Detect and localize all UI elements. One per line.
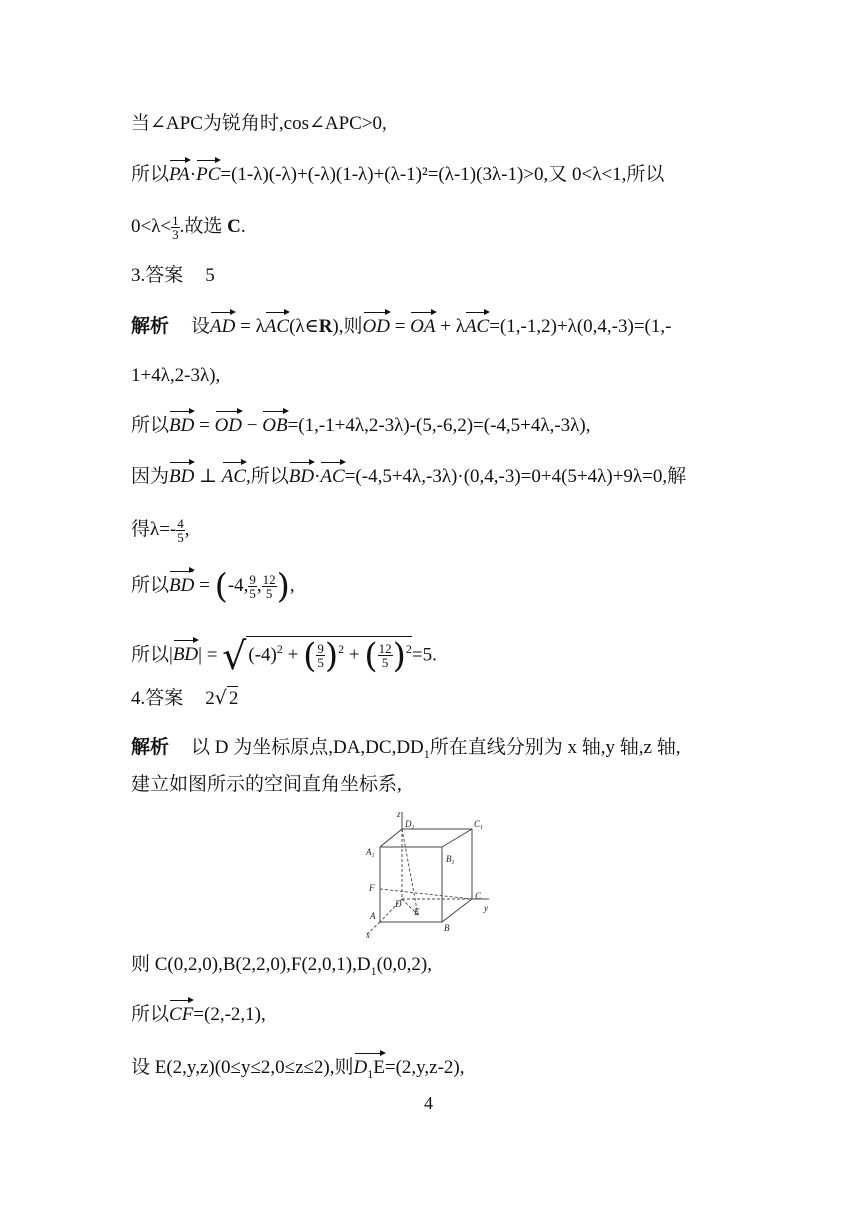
- text-line: 所以BD = (-4, $\frac{9}{5}$ , $\frac{12}{5}$ ),: [131, 566, 295, 607]
- text-line: 建立如图所示的空间直角坐标系,: [131, 774, 402, 795]
- text-line: 所以BD = OD − OB=(1,-1+4λ,2-3λ)-(5,-6,2)=(-4,5+4λ,-3λ),: [131, 415, 591, 436]
- label-d1: $D_1$: [405, 819, 415, 831]
- answer-heading: 4.答案 2√ 2: [131, 687, 239, 709]
- analysis-label: 解析: [131, 737, 170, 758]
- label-a1: $A_1$: [366, 847, 375, 859]
- label-a: A: [370, 911, 376, 921]
- text-line: 所以|BD| = √ $(-4)^2$ + ( $\frac{9}{5}$ )$^2$ + ( $\frac{12}{5}$ )$^2$=5.: [131, 633, 437, 678]
- cube-figure: [362, 807, 512, 942]
- label-y: y: [484, 903, 488, 913]
- label-x: x: [366, 930, 370, 940]
- fraction: $\frac{1}{3}$: [172, 213, 179, 242]
- vector-pc: PC: [196, 164, 221, 185]
- text-line: 1+4λ,2-3λ),: [131, 365, 221, 386]
- text-line: 当∠APC为锐角时,cos∠APC>0,: [131, 113, 387, 134]
- answer-heading: 3.答案 5: [131, 265, 215, 286]
- label-b: B: [444, 923, 450, 933]
- text-line: 因为BD ⊥ AC,所以BD·AC=(-4,5+4λ,-3λ)·(0,4,-3)=0+4(5+4λ)+9λ=0,解: [131, 466, 687, 487]
- analysis-line: 解析 设AD = λAC(λ∈R),则OD = OA + λAC=(1,-1,2)+λ(0,4,-3)=(1,-: [131, 316, 672, 337]
- text-line: 得λ=- $\frac{4}{5}$ ,: [131, 516, 190, 545]
- text-line: 则 $C(0,2,0),B(2,2,0),F(2,0,1),D_1(0,0,2)$,: [131, 954, 433, 978]
- label-e: E: [414, 907, 420, 917]
- fraction: $\frac{4}{5}$: [177, 516, 184, 545]
- label-d: D: [395, 899, 402, 909]
- text-line: 设 E(2,y,z)(0≤y≤2,0≤z≤2),则$D_1E=(2,y,z-2)$,: [131, 1056, 465, 1086]
- analysis-label: 解析: [131, 316, 170, 337]
- vector-pa: PA: [169, 164, 190, 185]
- text-line: 所以CF=(2,-2,1),: [131, 1004, 266, 1025]
- label-c1: $C_1$: [474, 819, 484, 831]
- page-number: 4: [424, 1093, 433, 1113]
- analysis-line: 解析 以 D 为坐标原点$,DA,DC,DD_1$所在直线分别为 x 轴,y 轴,z 轴,: [131, 737, 681, 761]
- label-b1: $B_1$: [446, 854, 455, 866]
- text-line: 所以PA·PC=(1-λ)(-λ)+(-λ)(1-λ)+(λ-1)²=(λ-1)(3λ-1)>0,又 0<λ<1,所以: [131, 164, 665, 185]
- label-c: C: [475, 891, 482, 901]
- label-z: z: [397, 809, 401, 819]
- text-line: 0<λ< $\frac{1}{3}$ .故选 C.: [131, 213, 246, 242]
- label-f: F: [369, 883, 375, 893]
